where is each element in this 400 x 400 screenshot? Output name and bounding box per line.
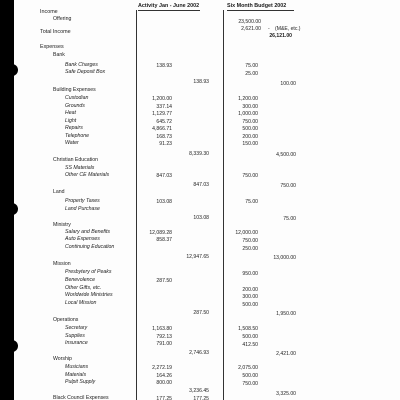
activity-value: 103.08 xyxy=(156,199,172,205)
line-label: Light xyxy=(65,117,77,124)
binder-hole xyxy=(6,203,18,215)
budget-value: 412.50 xyxy=(242,342,258,348)
total-income-value: 26,121.00 xyxy=(269,33,292,39)
line-label: Repairs xyxy=(65,125,83,131)
activity-value: 337.14 xyxy=(156,103,172,110)
line-label: Musicians xyxy=(65,364,89,370)
activity-value: 791.00 xyxy=(156,341,172,347)
budget-value: 23,500.00 xyxy=(238,19,261,25)
activity-value: 1,129.77 xyxy=(152,111,172,117)
budget-value: 950.00 xyxy=(242,271,258,277)
line-label: Water xyxy=(65,140,79,146)
activity-value: 2,272.19 xyxy=(152,365,172,371)
activity-value: 1,163.80 xyxy=(152,326,172,332)
activity-value: 287.50 xyxy=(156,278,172,284)
subtotal-activity: 8,339.30 xyxy=(189,151,209,157)
budget-value: 750.00 xyxy=(242,173,258,179)
category-land: Land xyxy=(53,189,65,195)
subtotal-activity: 138.93 xyxy=(193,79,209,85)
line-label: Worldwide Ministries xyxy=(65,292,113,298)
line-label: Continuing Education xyxy=(65,244,115,250)
line-label: Custodian xyxy=(65,95,89,101)
total-income-label: Total Income xyxy=(40,29,71,35)
subtotal-budget: 13,000.00 xyxy=(273,255,296,261)
binder-hole xyxy=(6,340,18,352)
line-label: Safe Deposit Box xyxy=(65,69,106,75)
activity-value: 858.37 xyxy=(156,237,172,243)
subtotal-budget: 4,500.00 xyxy=(276,152,296,158)
line-label: Secretary xyxy=(65,325,88,331)
activity-value: 800.00 xyxy=(156,380,172,386)
budget-value: 12,000.00 xyxy=(235,230,258,236)
activity-value: 177.25 xyxy=(156,396,172,400)
budget-value: 1,508.50 xyxy=(238,326,258,332)
section-expenses: Expenses xyxy=(40,44,64,50)
line-label: Salary and Benefits xyxy=(65,229,110,235)
activity-value: 12,089.28 xyxy=(149,230,172,236)
subtotal-activity: 177.25 xyxy=(193,396,209,400)
activity-value: 645.72 xyxy=(156,118,172,125)
line-label: Grounds xyxy=(65,102,85,109)
subtotal-budget: 2,421.00 xyxy=(276,351,296,357)
category-partial: Black Council Expenses xyxy=(53,395,109,400)
line-label: Other Gifts, etc. xyxy=(65,285,102,291)
budget-value: 500.00 xyxy=(242,334,258,340)
budget-value: 1,000.00 xyxy=(238,111,258,117)
line-label: Pulpit Supply xyxy=(65,379,96,385)
activity-value: 138.93 xyxy=(156,63,172,69)
header-budget: Six Month Budget 2002 xyxy=(227,3,287,9)
subtotal-budget: 100.00 xyxy=(280,81,296,87)
category-ministry: Ministry xyxy=(53,222,71,228)
budget-value: 750.00 xyxy=(242,381,258,387)
category-operations: Operations xyxy=(53,317,79,323)
subtotal-budget: 75.00 xyxy=(283,216,296,222)
category-christian-education: Christian Education xyxy=(53,157,98,163)
budget-value: 500.00 xyxy=(242,373,258,379)
budget-value: 500.00 xyxy=(242,302,258,308)
line-label: Presbytery of Peaks xyxy=(65,269,112,275)
line-label: Telephone xyxy=(65,132,90,139)
line-label: Land Purchase xyxy=(65,206,100,212)
subtotal-activity: 103.08 xyxy=(193,215,209,221)
budget-value: 750.00 xyxy=(242,238,258,244)
line-label: Auto Expenses xyxy=(65,236,100,242)
column-divider xyxy=(136,10,137,400)
line-label: Supplies xyxy=(65,333,85,339)
subtotal-activity: 12,947.65 xyxy=(186,254,209,260)
activity-value: 4,866.71 xyxy=(152,126,172,132)
subtotal-budget: 3,325.00 xyxy=(276,391,296,397)
budget-value: 500.00 xyxy=(242,126,258,132)
subtotal-activity: 2,746.93 xyxy=(189,350,209,356)
budget-value: 150.00 xyxy=(242,141,258,147)
header-activity: Activity Jan - June 2002 xyxy=(138,3,200,9)
budget-value: 300.00 xyxy=(242,294,258,300)
budget-value: 250.00 xyxy=(242,246,258,252)
budget-value: 2,075.00 xyxy=(238,365,258,371)
line-label: Property Taxes xyxy=(65,198,100,204)
budget-value: 25.00 xyxy=(245,71,258,77)
activity-value: 91.23 xyxy=(159,141,172,147)
budget-page xyxy=(14,0,400,400)
budget-value: 300.00 xyxy=(242,103,258,110)
line-label: Benevolence xyxy=(65,277,95,283)
line-label: Materials xyxy=(65,372,87,378)
activity-value: 792.13 xyxy=(156,334,172,340)
budget-value: 1,200.00 xyxy=(238,96,258,102)
subtotal-budget: 750.00 xyxy=(280,183,296,189)
dash: - xyxy=(268,26,270,32)
budget-value: 75.00 xyxy=(245,63,258,69)
subtotal-activity: 3,236.45 xyxy=(189,388,209,394)
subtotal-budget: 1,950.00 xyxy=(276,311,296,317)
section-income: Income xyxy=(40,9,58,15)
activity-value: 1,200.00 xyxy=(152,96,172,102)
line-label: Local Mission xyxy=(65,300,97,306)
budget-value: 200.00 xyxy=(242,133,258,140)
line-label: Bank Charges xyxy=(65,62,98,68)
category-worship: Worship xyxy=(53,356,72,362)
line-label: Other CE Materials xyxy=(65,172,110,178)
line-label: Insurance xyxy=(65,340,88,346)
budget-value: 2,621.00 xyxy=(241,26,261,32)
line-label: SS Materials xyxy=(65,165,95,171)
category-mission: Mission xyxy=(53,261,71,267)
header-underline-activity xyxy=(138,10,200,11)
budget-value: 750.00 xyxy=(242,118,258,125)
activity-value: 847.03 xyxy=(156,173,172,179)
category-building: Building Expenses xyxy=(53,87,96,93)
header-underline-budget xyxy=(227,10,294,11)
subtotal-activity: 847.03 xyxy=(193,182,209,188)
activity-value: 164.26 xyxy=(156,373,172,379)
line-label: Heat xyxy=(65,110,76,116)
budget-value: 75.00 xyxy=(245,199,258,205)
binder-hole xyxy=(6,64,18,76)
note: (M&E, etc.) xyxy=(275,26,301,32)
line-label: Offering xyxy=(53,16,72,22)
category-bank: Bank xyxy=(53,52,65,58)
budget-value: 200.00 xyxy=(242,287,258,293)
subtotal-activity: 287.50 xyxy=(193,310,209,316)
activity-value: 168.73 xyxy=(156,133,172,140)
